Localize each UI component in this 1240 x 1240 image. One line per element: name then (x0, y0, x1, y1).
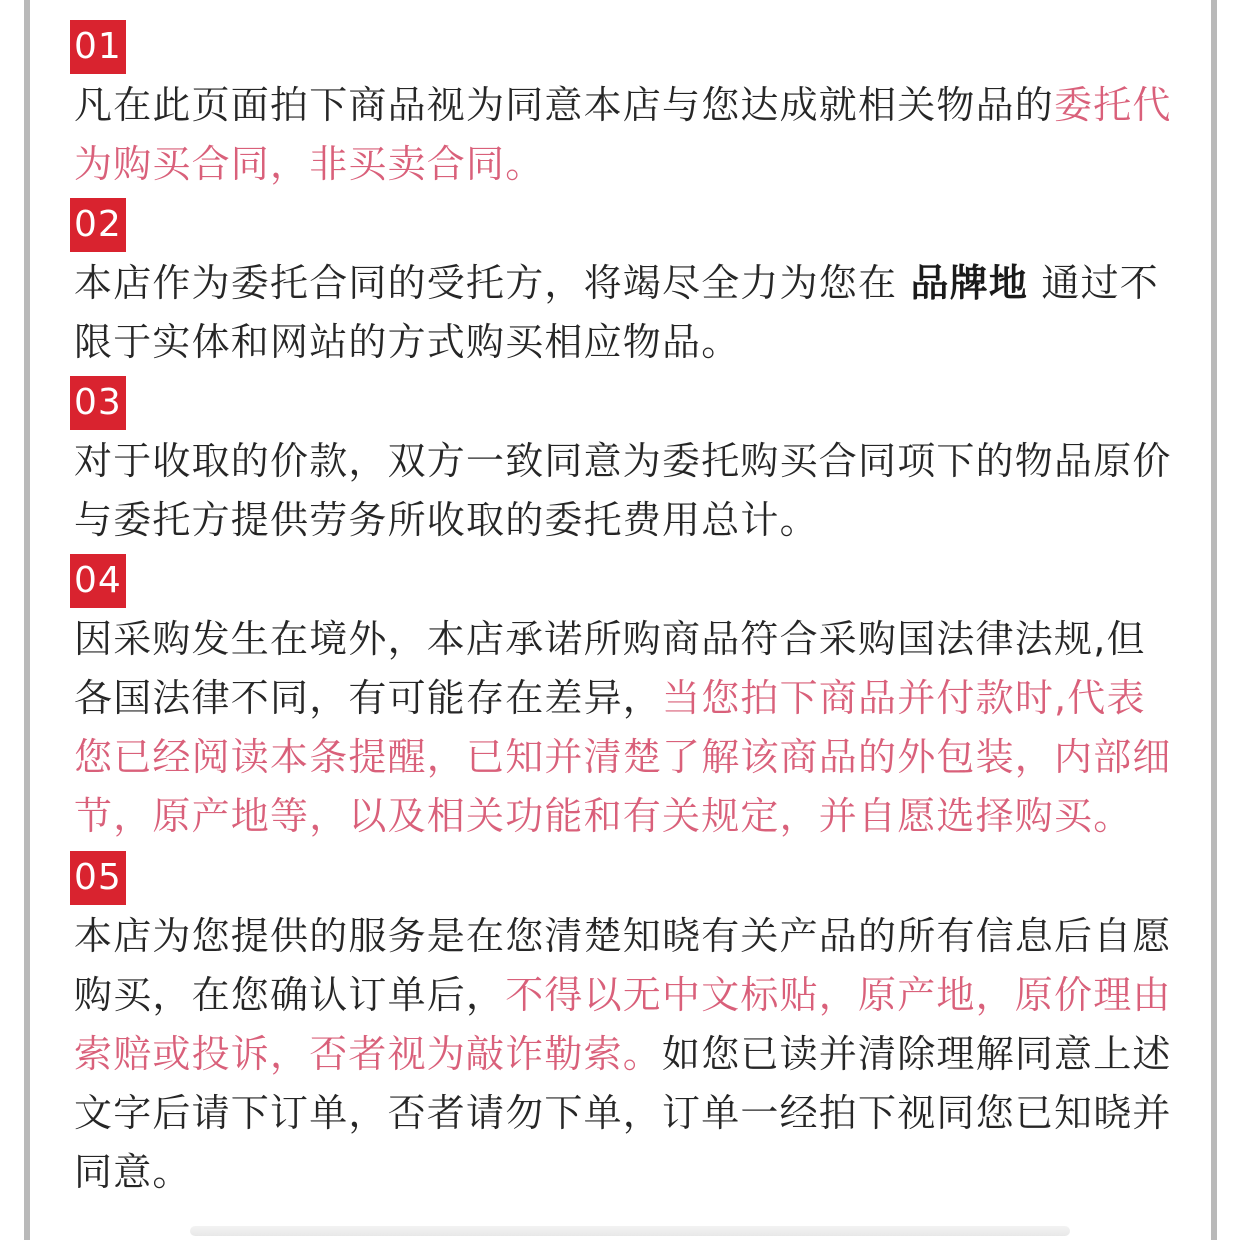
section-number-badge: 04 (70, 554, 126, 608)
text-segment: 凡在此页面拍下商品视为同意本店与您达成就相关物品的 (74, 83, 1055, 127)
text-segment: 通过不限于实体和网站的方式购买相应物品。 (74, 261, 1159, 364)
section-text (70, 610, 1180, 846)
section-05 (70, 851, 1180, 1202)
section-04 (70, 554, 1180, 846)
section-number-badge: 02 (70, 198, 126, 252)
section-text (70, 907, 1180, 1202)
right-frame-border (1211, 0, 1217, 1240)
section-number-badge: 01 (70, 20, 126, 74)
highlight-text: 委托代为购买合同，非买卖合同。 (74, 83, 1172, 186)
highlight-text: 当您拍下商品并付款时,代表您已经阅读本条提醒，已知并清楚了解该商品的外包装，内部细节，原产地等，以及相关功能和有关规定，并自愿选择购买。 (74, 676, 1172, 838)
section-03 (70, 376, 1180, 550)
text-segment: 对于收取的价款，双方一致同意为委托购买合同项下的物品原价与委托方提供劳务所收取的委托费用总计。 (74, 439, 1172, 542)
highlight-text: 不得以无中文标贴，原产地，原价理由索赔或投诉，否者视为敲诈勒索。 (74, 973, 1172, 1076)
text-segment: 本店为您提供的服务是在您清楚知晓有关产品的所有信息后自愿购买，在您确认订单后， (74, 914, 1172, 1017)
brand-location-text: 品牌地 (910, 261, 1029, 305)
text-segment: 本店作为委托合同的受托方，将竭尽全力为您在 (74, 261, 911, 305)
text-segment: 因采购发生在境外，本店承诺所购商品符合采购国法律法规,但各国法律不同，有可能存在差异， (74, 617, 1146, 720)
section-text (70, 432, 1180, 550)
section-number-badge: 03 (70, 376, 126, 430)
section-text (70, 76, 1180, 194)
bottom-shadow (190, 1226, 1070, 1236)
left-frame-border (24, 0, 30, 1240)
section-number-badge: 05 (70, 851, 126, 905)
section-text (70, 254, 1180, 372)
text-segment: 如您已读并清除理解同意上述文字后请下订单，否者请勿下单，订单一经拍下视同您已知晓并同意。 (74, 1032, 1172, 1194)
section-01 (70, 20, 1180, 194)
section-02 (70, 198, 1180, 372)
